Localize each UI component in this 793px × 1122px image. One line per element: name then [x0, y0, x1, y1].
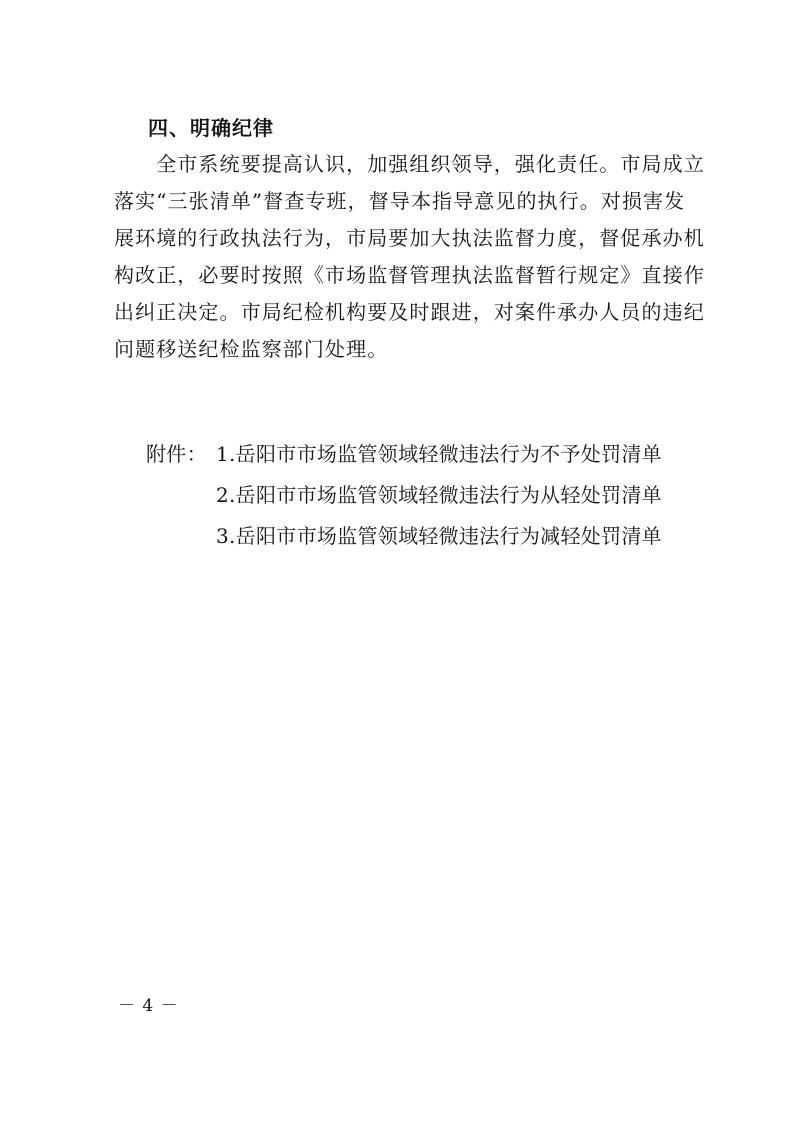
attachment-item [146, 434, 662, 475]
attachment-item [146, 475, 662, 516]
attachment-title: 2.岳阳市市场监管领域轻微违法行为从轻处罚清单 [216, 483, 662, 507]
paragraph-line: 构改正，必要时按照《市场监督管理执法监督暂行规定》直接作 [114, 263, 705, 287]
body-paragraph [114, 146, 705, 368]
page-number: － 4 － [118, 996, 179, 1016]
paragraph-line: 全市系统要提高认识，加强组织领导，强化责任。市局成立 [114, 152, 705, 176]
paragraph-line: 落实“三张清单”督查专班，督导本指导意见的执行。对损害发 [114, 189, 686, 213]
attachment-title: 3.岳阳市市场监管领域轻微违法行为减轻处罚清单 [216, 524, 662, 548]
attachments-list [146, 434, 662, 557]
attachment-title: 1.岳阳市市场监管领域轻微违法行为不予处罚清单 [216, 442, 662, 466]
paragraph-line: 展环境的行政执法行为，市局要加大执法监督力度，督促承办机 [114, 226, 705, 250]
paragraph-line: 问题移送纪检监察部门处理。 [114, 337, 389, 361]
attachments-label: 附件： [146, 442, 207, 466]
paragraph-line: 出纠正决定。市局纪检机构要及时跟进，对案件承办人员的违纪 [114, 300, 705, 324]
section-heading: 四、明确纪律 [148, 116, 274, 140]
attachment-item [146, 516, 662, 557]
